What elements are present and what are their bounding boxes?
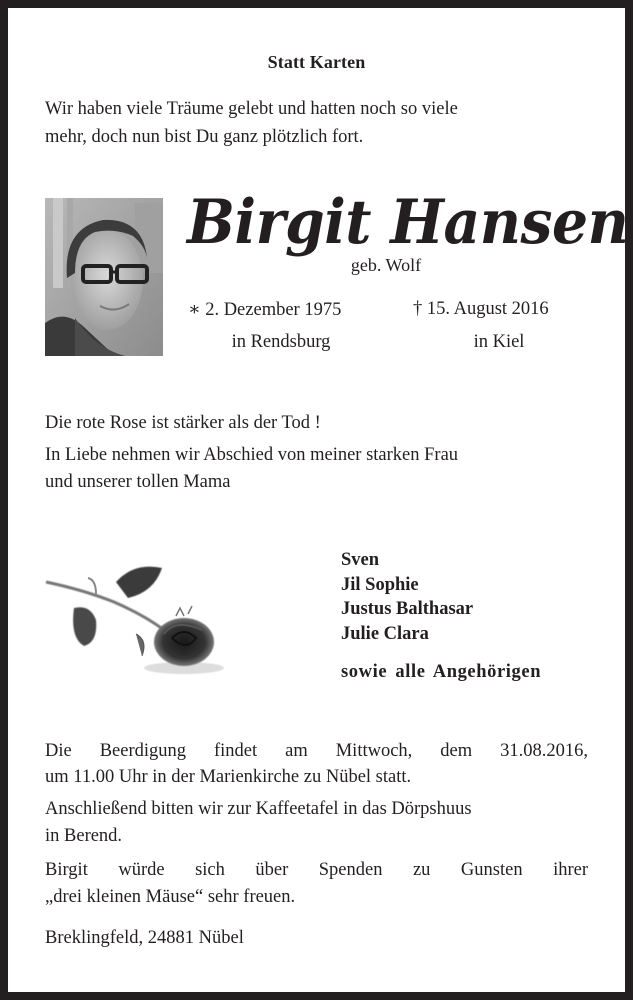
funeral-paragraph [45, 738, 588, 790]
death-place: in Kiel [473, 332, 525, 352]
maiden-name: geb. Wolf [350, 255, 422, 275]
mourner-name: Justus Balthasar [341, 599, 474, 619]
portrait-image-icon [45, 198, 163, 356]
intro-line: mehr, doch nun bist Du ganz plötzlich fort. [45, 127, 364, 147]
intro-paragraph [45, 95, 588, 151]
mourner-name: Sven [341, 550, 380, 570]
funeral-line: Die Beerdigung findet am Mittwoch, dem 31.08.2016, [45, 741, 588, 761]
quote [45, 409, 588, 437]
quote-line: Die rote Rose ist stärker als der Tod ! [45, 413, 321, 433]
intro-line: Wir haben viele Träume gelebt und hatten noch so viele [45, 99, 458, 119]
mourner-name: Jil Sophie [341, 574, 419, 595]
rose-icon [44, 560, 224, 680]
farewell-line: und unserer tollen Mama [45, 472, 231, 492]
address-line: Breklingfeld, 24881 Nübel [45, 928, 244, 948]
birth-place: in Rendsburg [231, 332, 331, 352]
address [45, 924, 588, 952]
donation-paragraph [45, 857, 588, 911]
donation-line: „drei kleinen Mäuse“ sehr freuen. [45, 887, 296, 907]
birth-date: ∗ 2. Dezember 1975 [188, 300, 342, 320]
funeral-line: um 11.00 Uhr in der Marienkirche zu Nübel statt. [45, 767, 412, 787]
reception-paragraph [45, 796, 588, 850]
farewell-paragraph [45, 442, 588, 496]
notice-heading: Statt Karten [267, 52, 366, 72]
relatives-line: sowie alle Angehörigen [341, 662, 542, 682]
portrait-photo [45, 198, 163, 356]
reception-line: in Berend. [45, 826, 123, 846]
mourners-list [341, 548, 473, 646]
death-date: † 15. August 2016 [413, 299, 549, 319]
farewell-line: In Liebe nehmen wir Abschied von meiner starken Frau [45, 445, 459, 465]
mourner-name: Julie Clara [341, 623, 429, 644]
deceased-name: Birgit Hansen [187, 187, 629, 258]
donation-line: Birgit würde sich über Spenden zu Gunsten ihrer [45, 860, 588, 880]
reception-line: Anschließend bitten wir zur Kaffeetafel in das Dörpshuus [45, 799, 472, 819]
